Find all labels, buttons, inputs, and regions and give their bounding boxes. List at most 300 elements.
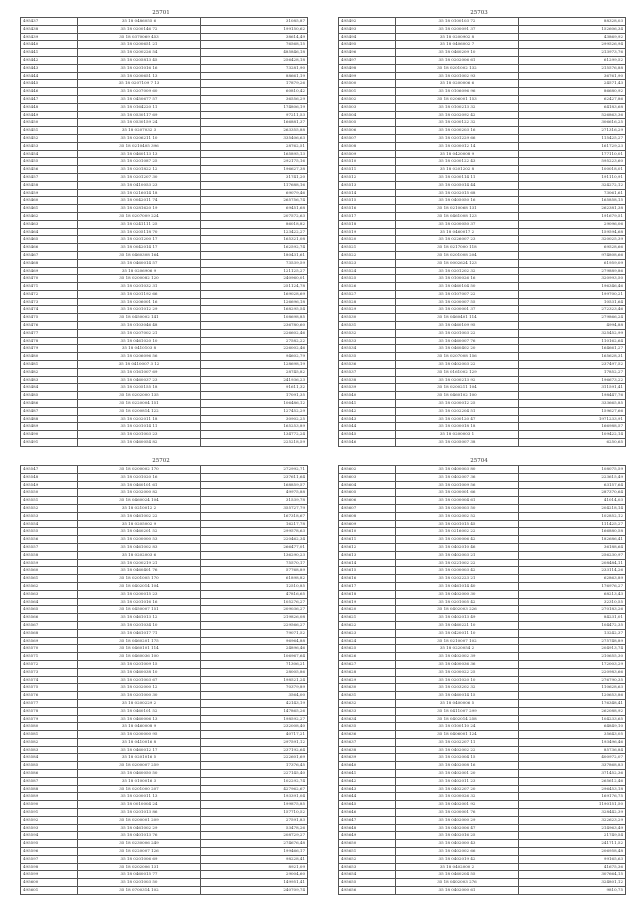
reference-cell: 35 18 0200001 37 xyxy=(396,306,519,314)
reference-cell: 35 18 0200004 61 xyxy=(396,497,519,505)
reference-cell: 35 18 0460101 52 xyxy=(78,707,201,715)
table-row xyxy=(21,111,308,119)
table-row xyxy=(21,801,308,809)
table-row xyxy=(339,715,626,723)
amount-cell: 266477,01 xyxy=(201,543,308,551)
amount-cell: 17376,45 xyxy=(201,762,308,770)
table-row xyxy=(21,481,308,489)
reference-cell: 35 18 0402000 61 xyxy=(396,887,519,895)
reference-cell: 35 18 0402014 258 xyxy=(396,715,519,723)
amount-cell: 222601,69 xyxy=(201,754,308,762)
amount-cell: 110628,63 xyxy=(519,684,626,692)
amount-cell: 128698,19 xyxy=(201,361,308,369)
table-row xyxy=(339,103,626,111)
reference-cell: 35 18 0201006 69 xyxy=(78,855,201,863)
amount-cell: 196346,46 xyxy=(519,283,626,291)
reference-cell: 35 18 0241111 25 xyxy=(78,220,201,228)
reference-cell: 35 18 0100213 32 xyxy=(396,103,519,111)
table-row xyxy=(339,415,626,423)
table-row xyxy=(21,18,308,26)
table-row xyxy=(339,738,626,746)
reference-cell: 35 18 0201003 50 xyxy=(78,879,201,887)
reference-cell: 35 18 0200219 21 xyxy=(78,559,201,567)
row-id-cell: 495562 xyxy=(21,582,78,590)
row-id-cell: 495552 xyxy=(21,504,78,512)
data-table xyxy=(20,465,308,895)
row-id-cell: 495474 xyxy=(21,306,78,314)
row-id-cell: 495652 xyxy=(339,855,396,863)
row-id-cell: 495450 xyxy=(21,119,78,127)
reference-cell: 35 18 0201008 204 xyxy=(396,251,519,259)
row-id-cell: 495488 xyxy=(21,415,78,423)
table-row xyxy=(339,212,626,220)
row-id-cell: 495521 xyxy=(339,244,396,252)
reference-cell: 35 18 0210068 131 xyxy=(396,205,519,213)
row-id-cell: 495499 xyxy=(339,72,396,80)
row-id-cell: 495540 xyxy=(339,392,396,400)
reference-cell: 35 18 0402016 25 xyxy=(396,832,519,840)
reference-cell: 35 18 0200007 55 xyxy=(396,298,519,306)
amount-cell: 97211,53 xyxy=(201,111,308,119)
reference-cell: 35 18 0411007 299 xyxy=(396,707,519,715)
row-id-cell: 495489 xyxy=(21,423,78,431)
amount-cell: 256230,97 xyxy=(519,551,626,559)
row-id-cell: 495464 xyxy=(21,228,78,236)
amount-cell: 16217,78 xyxy=(201,520,308,528)
amount-cell: 595223,60 xyxy=(519,158,626,166)
reference-cell: 35 18 0406001 124 xyxy=(396,731,519,739)
reference-cell: 35 18 0200022 25 xyxy=(396,668,519,676)
reference-cell: 35 18 0200120 47 xyxy=(396,415,519,423)
amount-cell: 12510,85 xyxy=(201,582,308,590)
table-row xyxy=(339,181,626,189)
table-row xyxy=(21,119,308,127)
reference-cell: 35 18 0200203 16 xyxy=(396,127,519,135)
reference-cell: 35 18 0201200 17 xyxy=(78,236,201,244)
row-id-cell: 495465 xyxy=(21,236,78,244)
reference-cell: 35 18 0201015 45 xyxy=(396,520,519,528)
amount-cell: 320025,39 xyxy=(519,236,626,244)
reference-cell: 35 18 0202207 11 xyxy=(396,738,519,746)
amount-cell: 147865,26 xyxy=(201,707,308,715)
reference-cell: 35 18 0450002 141 xyxy=(78,314,201,322)
table-row xyxy=(21,415,308,423)
table-row xyxy=(339,754,626,762)
reference-cell: 35 18 0460050 50 xyxy=(78,770,201,778)
row-id-cell: 495530 xyxy=(339,314,396,322)
row-id-cell: 495513 xyxy=(339,181,396,189)
amount-cell: 36761,90 xyxy=(519,72,626,80)
amount-cell: 279866,24 xyxy=(519,314,626,322)
row-id-cell: 495566 xyxy=(21,614,78,622)
row-id-cell: 495593 xyxy=(21,824,78,832)
reference-cell: 35 18 0700314 102 xyxy=(78,887,201,895)
amount-cell: 104472,35 xyxy=(519,621,626,629)
row-id-cell: 495608 xyxy=(339,512,396,520)
row-id-cell: 495501 xyxy=(339,88,396,96)
reference-cell: 35 18 0202000 135 xyxy=(78,392,201,400)
amount-cell: 70379,89 xyxy=(201,684,308,692)
row-id-cell: 495519 xyxy=(339,228,396,236)
table-row xyxy=(21,653,308,661)
table-row xyxy=(339,337,626,345)
amount-cell: 31539,78 xyxy=(201,497,308,505)
table-block-25704 xyxy=(338,458,626,895)
amount-cell: 98228,41 xyxy=(201,855,308,863)
reference-cell: 35 18 0402019 42 xyxy=(396,855,519,863)
table-row xyxy=(339,536,626,544)
amount-cell: 180431,61 xyxy=(201,251,308,259)
reference-cell: 35 18 0107007 22 xyxy=(396,290,519,298)
amount-cell: 272323,46 xyxy=(519,306,626,314)
row-id-cell: 495531 xyxy=(339,322,396,330)
table-row xyxy=(339,314,626,322)
reference-cell: 35 18 0202000 82 xyxy=(78,489,201,497)
amount-cell: 199700,21 xyxy=(519,290,626,298)
amount-cell: 209036,27 xyxy=(201,606,308,614)
table-row xyxy=(21,863,308,871)
row-id-cell: 495638 xyxy=(339,746,396,754)
amount-cell: 104233,65 xyxy=(519,715,626,723)
amount-cell: 64849,10 xyxy=(519,723,626,731)
row-id-cell: 495574 xyxy=(21,676,78,684)
reference-cell: 35 18 0207009 224 xyxy=(78,212,201,220)
table-row xyxy=(21,582,308,590)
row-id-cell: 495523 xyxy=(339,259,396,267)
reference-cell: 35 18 0460204 55 xyxy=(396,871,519,879)
row-id-cell: 495605 xyxy=(339,489,396,497)
table-row xyxy=(21,64,308,72)
table-row xyxy=(21,220,308,228)
reference-cell: 35 18 0460024 104 xyxy=(78,497,201,505)
row-id-cell: 495586 xyxy=(21,770,78,778)
row-id-cell: 495475 xyxy=(21,314,78,322)
reference-cell: 35 18 0200000 53 xyxy=(78,536,201,544)
reference-cell: 35 18 0460015 77 xyxy=(78,871,201,879)
amount-cell: 3564,00 xyxy=(201,692,308,700)
reference-cell: 35 18 0203202 32 xyxy=(396,684,519,692)
reference-cell: 35 18 0200006 6 xyxy=(396,80,519,88)
reference-cell: 35 18 0100016 3 xyxy=(78,777,201,785)
table-row xyxy=(21,173,308,181)
row-id-cell: 495649 xyxy=(339,832,396,840)
row-id-cell: 495611 xyxy=(339,536,396,544)
amount-cell: 241711,52 xyxy=(519,840,626,848)
row-id-cell: 495592 xyxy=(21,816,78,824)
table-row xyxy=(21,259,308,267)
amount-cell: 256428,18 xyxy=(201,56,308,64)
reference-cell: 35 18 0201013 86 xyxy=(78,809,201,817)
table-row xyxy=(21,871,308,879)
amount-cell: 152606,34 xyxy=(519,25,626,33)
row-id-cell: 495622 xyxy=(339,621,396,629)
reference-cell: 35 18 0460113 13 xyxy=(78,150,201,158)
amount-cell: 204218,14 xyxy=(519,504,626,512)
table-row xyxy=(21,267,308,275)
amount-cell: 24896,46 xyxy=(201,645,308,653)
table-row xyxy=(21,127,308,135)
table-row xyxy=(21,368,308,376)
reference-cell: 35 18 0200211 104 xyxy=(396,384,519,392)
amount-cell: 265612,46 xyxy=(519,777,626,785)
amount-cell: 91611,32 xyxy=(201,384,308,392)
table-row xyxy=(339,621,626,629)
row-id-cell: 495451 xyxy=(21,127,78,135)
amount-cell: 86018,82 xyxy=(201,220,308,228)
table-row xyxy=(339,111,626,119)
row-id-cell: 495472 xyxy=(21,290,78,298)
row-id-cell: 495529 xyxy=(339,306,396,314)
amount-cell: 174806,19 xyxy=(201,103,308,111)
row-id-cell: 495490 xyxy=(21,431,78,439)
reference-cell: 35 18 0402002 66 xyxy=(396,848,519,856)
amount-cell: 53478,26 xyxy=(201,824,308,832)
table-row xyxy=(339,439,626,447)
reference-cell: 35 18 0460014 15 xyxy=(396,692,519,700)
table-row xyxy=(21,251,308,259)
table-row xyxy=(21,840,308,848)
table-row xyxy=(339,329,626,337)
row-id-cell: 495477 xyxy=(21,329,78,337)
table-row xyxy=(339,407,626,415)
table-row xyxy=(21,181,308,189)
reference-cell: 35 18 0460014 57 xyxy=(78,259,201,267)
table-row xyxy=(21,543,308,551)
reference-cell: 35 18 0400006 5 xyxy=(396,699,519,707)
amount-cell: 213973,76 xyxy=(519,49,626,57)
row-id-cell: 495551 xyxy=(21,497,78,505)
reference-cell: 35 18 0200082 120 xyxy=(78,275,201,283)
amount-cell: 17879,26 xyxy=(201,80,308,88)
table-row xyxy=(21,212,308,220)
table-row xyxy=(339,298,626,306)
amount-cell: 31085,87 xyxy=(201,18,308,26)
reference-cell: 35 18 0207009 60 xyxy=(78,88,201,96)
amount-cell: 276790,35 xyxy=(519,676,626,684)
amount-cell: 337868,83 xyxy=(519,762,626,770)
table-row xyxy=(339,173,626,181)
reference-cell: 35 18 0402000 2 xyxy=(396,863,519,871)
reference-cell: 35 18 0206211 10 xyxy=(78,134,201,142)
table-row xyxy=(339,64,626,72)
table-row xyxy=(21,629,308,637)
table-row xyxy=(21,668,308,676)
reference-cell: 35 18 0207109 7 13 xyxy=(78,80,201,88)
reference-cell: 35 18 0201016 16 xyxy=(78,64,201,72)
reference-cell: 35 18 0402003 226 xyxy=(396,606,519,614)
amount-cell: 111425,27 xyxy=(519,520,626,528)
table-row xyxy=(21,606,308,614)
amount-cell: 63157,64 xyxy=(519,481,626,489)
reference-cell: 35 18 0450677 57 xyxy=(78,95,201,103)
reference-cell: 35 18 0460007 76 xyxy=(396,337,519,345)
table-row xyxy=(21,887,308,895)
reference-cell: 35 18 0460101 114 xyxy=(78,645,201,653)
table-row xyxy=(339,392,626,400)
amount-cell: 263355,88 xyxy=(201,127,308,135)
row-id-cell: 495487 xyxy=(21,407,78,415)
row-id-cell: 495634 xyxy=(339,715,396,723)
amount-cell: 149951,41 xyxy=(201,879,308,887)
table-row xyxy=(21,376,308,384)
row-id-cell: 495541 xyxy=(339,400,396,408)
row-id-cell: 495585 xyxy=(21,762,78,770)
reference-cell: 35 18 0461002 29 xyxy=(78,824,201,832)
amount-cell: 299578,63 xyxy=(201,528,308,536)
table-row xyxy=(339,189,626,197)
table-row xyxy=(21,520,308,528)
amount-cell: 41014,03 xyxy=(519,497,626,505)
table-row xyxy=(21,473,308,481)
reference-cell: 35 18 0201032 31 xyxy=(78,283,201,291)
reference-cell: 35 18 0402001 92 xyxy=(396,801,519,809)
reference-cell: 35 18 0200000 95 xyxy=(78,731,201,739)
amount-cell: 165253,89 xyxy=(201,423,308,431)
amount-cell: 85736,84 xyxy=(519,746,626,754)
row-id-cell: 495453 xyxy=(21,142,78,150)
amount-cell: 109422,14 xyxy=(519,431,626,439)
table-row xyxy=(21,528,308,536)
table-row xyxy=(339,95,626,103)
reference-cell: 35 18 0200122 43 xyxy=(396,158,519,166)
table-row xyxy=(21,504,308,512)
table-row xyxy=(339,731,626,739)
amount-cell: 237611,64 xyxy=(201,473,308,481)
table-row xyxy=(339,770,626,778)
row-id-cell: 495471 xyxy=(21,283,78,291)
table-row xyxy=(21,879,308,887)
amount-cell: 169176,75 xyxy=(519,793,626,801)
amount-cell: 208484,11 xyxy=(519,559,626,567)
amount-cell: 61898,82 xyxy=(201,575,308,583)
amount-cell: 28762,51 xyxy=(201,142,308,150)
block-title: 25704 xyxy=(470,458,488,464)
reference-cell: 35 18 0002624 123 xyxy=(396,259,519,267)
row-id-cell: 495518 xyxy=(339,220,396,228)
amount-cell: 24571,43 xyxy=(519,80,626,88)
row-id-cell: 495470 xyxy=(21,275,78,283)
table-row xyxy=(339,322,626,330)
table-row xyxy=(339,466,626,474)
amount-cell: 287370,64 xyxy=(519,489,626,497)
reference-cell: 35 18 0200146 72 xyxy=(78,25,201,33)
table-row xyxy=(339,785,626,793)
reference-cell: 35 18 0205002 9 xyxy=(78,520,201,528)
row-id-cell: 495502 xyxy=(339,95,396,103)
row-id-cell: 495558 xyxy=(21,551,78,559)
table-row xyxy=(339,361,626,369)
amount-cell: 198521,24 xyxy=(201,676,308,684)
amount-cell: 69079,46 xyxy=(201,189,308,197)
row-id-cell: 495590 xyxy=(21,801,78,809)
amount-cell: 272992,71 xyxy=(201,466,308,474)
amount-cell: 165858,15 xyxy=(519,197,626,205)
table-row xyxy=(339,567,626,575)
amount-cell: 306616,25 xyxy=(519,119,626,127)
amount-cell: 17091,35 xyxy=(201,392,308,400)
reference-cell: 35 18 0201822 12 xyxy=(78,166,201,174)
table-row xyxy=(21,56,308,64)
amount-cell: 126696,18 xyxy=(201,298,308,306)
table-row xyxy=(21,361,308,369)
row-id-cell: 495553 xyxy=(21,512,78,520)
reference-cell: 35 18 0461002 83 xyxy=(78,543,201,551)
table-row xyxy=(21,80,308,88)
reference-cell: 35 18 0202223 21 xyxy=(396,575,519,583)
amount-cell: 307664,15 xyxy=(519,871,626,879)
reference-cell: 35 18 0205014 44 xyxy=(396,181,519,189)
amount-cell: 236780,60 xyxy=(201,322,308,330)
row-id-cell: 495479 xyxy=(21,345,78,353)
reference-cell: 35 18 0410007 3 12 xyxy=(78,361,201,369)
row-id-cell: 495651 xyxy=(339,848,396,856)
row-id-cell: 495500 xyxy=(339,80,396,88)
row-id-cell: 495620 xyxy=(339,606,396,614)
row-id-cell: 495559 xyxy=(21,559,78,567)
row-id-cell: 495486 xyxy=(21,400,78,408)
table-row xyxy=(339,777,626,785)
amount-cell: 210655,30 xyxy=(519,653,626,661)
table-row xyxy=(21,466,308,474)
amount-cell: 311591,41 xyxy=(519,384,626,392)
row-id-cell: 495534 xyxy=(339,345,396,353)
reference-cell: 35 18 0400036 36 xyxy=(396,660,519,668)
reference-cell: 35 18 0200012 25 xyxy=(396,400,519,408)
row-id-cell: 495444 xyxy=(21,72,78,80)
data-table xyxy=(338,465,626,895)
row-id-cell: 495627 xyxy=(339,660,396,668)
reference-cell: 35 18 0200114 11 xyxy=(396,173,519,181)
reference-cell: 35 18 0164220 11 xyxy=(78,103,201,111)
table-row xyxy=(21,197,308,205)
amount-cell: 237192,64 xyxy=(201,746,308,754)
reference-cell: 35 18 0460017 2 xyxy=(396,228,519,236)
table-row xyxy=(339,197,626,205)
amount-cell: 400972,07 xyxy=(519,754,626,762)
row-id-cell: 495503 xyxy=(339,103,396,111)
reference-cell: 35 18 0201005 42 xyxy=(396,598,519,606)
table-row xyxy=(339,236,626,244)
table-row xyxy=(339,887,626,895)
row-id-cell: 495440 xyxy=(21,41,78,49)
reference-cell: 35 18 0103046 48 xyxy=(78,322,201,330)
row-id-cell: 495565 xyxy=(21,606,78,614)
amount-cell: 42143,19 xyxy=(201,699,308,707)
table-row xyxy=(21,684,308,692)
row-id-cell: 495497 xyxy=(339,56,396,64)
reference-cell: 35 18 0402008 16 xyxy=(396,762,519,770)
table-row xyxy=(339,384,626,392)
row-id-cell: 495595 xyxy=(21,840,78,848)
reference-cell: 35 18 0460209 10 xyxy=(396,49,519,57)
row-id-cell: 495516 xyxy=(339,205,396,213)
table-row xyxy=(339,259,626,267)
table-row xyxy=(339,832,626,840)
table-row xyxy=(339,762,626,770)
table-row xyxy=(339,423,626,431)
reference-cell: 35 18 0230006 249 xyxy=(78,840,201,848)
reference-cell: 35 18 0042014 17 xyxy=(78,244,201,252)
reference-cell: 35 18 0461013 12 xyxy=(78,614,201,622)
table-row xyxy=(339,275,626,283)
table-row xyxy=(21,407,308,415)
reference-cell: 35 18 0410016 8 xyxy=(78,738,201,746)
amount-cell: 120653,86 xyxy=(519,692,626,700)
table-row xyxy=(339,80,626,88)
row-id-cell: 495581 xyxy=(21,731,78,739)
row-id-cell: 495524 xyxy=(339,267,396,275)
row-id-cell: 495468 xyxy=(21,259,78,267)
